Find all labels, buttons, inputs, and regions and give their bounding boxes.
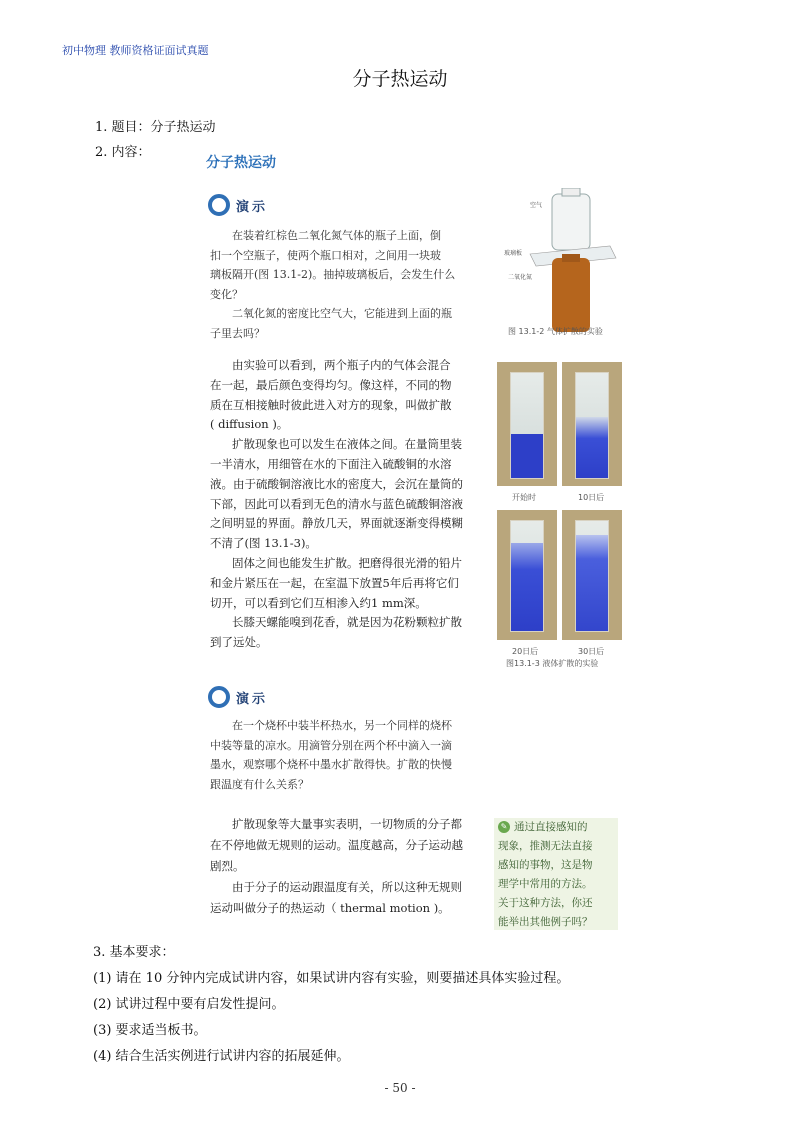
document-header: 初中物理 教师资格证面试真题 bbox=[62, 44, 209, 57]
photo-10-days bbox=[562, 362, 622, 486]
demo-label: 演示 bbox=[236, 199, 269, 215]
figure-caption-13-1-3: 图13.1-3 液体扩散的实验 bbox=[506, 659, 599, 668]
content-line: 2. 内容： bbox=[95, 145, 151, 160]
side-note: ✎ 通过直接感知的 现象，推测无法直接 感知的事物，这是物 理学中常用的方法。 关于这种方法，你还 能举出其他例子吗？ bbox=[494, 818, 618, 930]
photo-20-days bbox=[497, 510, 557, 640]
textbook-excerpt: 分子热运动 演示 在装着红棕色二氧化氮气体的瓶子上面，倒 扣一个空瓶子，使两个瓶口相对，之间用一块玻 璃板隔开(图 13.1-2)。抽掉玻璃板后，会发生什么 变化？ 二氧化氮的密度比空气大，它能进到上面的瓶 子里去吗？ 空气 玻璃板 二氧化氮 图 13.1-2 气体扩散的实验 由实验可以看到，两个瓶子内的气体会混合 在一起，最后颜色变得均匀。像这样，不同的物 质在互相接触时彼此进入对方的现象，叫做扩散 ( diffusion )。 扩散现象也可以发生在液体之间。在量筒里装 一半清水，用细管在水的下面注入硫酸铜的水溶 液。由于硫酸铜溶液比水的密度大，会沉在量筒的 下部，因此可以看到无色的清水与蓝色硫酸铜溶液 之间明显的界面。静放几天，界面就逐渐变得模糊 不清了(图 13.1-3)。 固体之间也能发生扩散。把磨得很光滑的铅片 和金片紧压在一起，在室温下放置5年后再将它们 切开，可以看到它们互相渗入约1 mm深。 长膝天螺能嗅到花香，就是因为花粉颗粒扩散 到了远处。 开始时 10日后 20日后 30日后 图13.1-3 液体扩散的实验 演示 在一个烧杯中装半杯热水，另一个同样的烧杯 中装等量的凉水。用滴管分别在两个杯中滴入一滴 墨水，观察哪个烧杯中墨水扩散得快。扩散的快慢 跟温度有什么关系？ 扩散现象等大量事实表明，一切物质的分子都 在不停地做无规则的运动。温度越高，分子运动越 剧烈。 由于分子的运动跟温度有关，所以这种无规则 运动叫做分子的热运动（ thermal motion )。 ✎ 通过直接感知的 现象，推测无法直接 感知的事物，这是物 理学中常用的方法。 关于这种方法，你还 能举出其他例子吗？ bbox=[200, 150, 630, 934]
demo-icon bbox=[208, 686, 230, 708]
demo-heading-2 bbox=[208, 686, 268, 708]
figure-caption-13-1-2: 图 13.1-2 气体扩散的实验 bbox=[508, 327, 603, 336]
gas-diffusion-figure bbox=[500, 188, 620, 346]
leaf-icon: ✎ bbox=[498, 821, 510, 833]
demo2-text: 在一个烧杯中装半杯热水，另一个同样的烧杯 中装等量的凉水。用滴管分别在两个杯中滴入一滴 墨水，观察哪个烧杯中墨水扩散得快。扩散的快慢 跟温度有什么关系？ bbox=[210, 719, 452, 791]
photo-30-days bbox=[562, 510, 622, 640]
requirements-heading: 3. 基本要求： bbox=[93, 945, 175, 960]
demo1-text: 在装着红棕色二氧化氮气体的瓶子上面，倒 扣一个空瓶子，使两个瓶口相对，之间用一块玻 璃板隔开(图 13.1-2)。抽掉玻璃板后，会发生什么 变化？ 二氧化氮的密度比空气大，它能进到上面的瓶 子里去吗？ bbox=[210, 229, 456, 340]
photo-start bbox=[497, 362, 557, 486]
page-number: - 50 - bbox=[384, 1081, 416, 1095]
requirement-item: (2) 试讲过程中要有启发性提问。 bbox=[93, 997, 285, 1012]
demo-heading-1 bbox=[208, 194, 268, 216]
topic-line: 1. 题目：分子热运动 bbox=[95, 120, 216, 135]
demo-label: 演示 bbox=[236, 691, 269, 707]
requirement-item: (3) 要求适当板书。 bbox=[93, 1023, 207, 1038]
diffusion-text: 由实验可以看到，两个瓶子内的气体会混合 在一起，最后颜色变得均匀。像这样，不同的物 质在互相接触时彼此进入对方的现象，叫做扩散 ( diffusion )。 扩散现象也可以发生在液体之间。在量筒里装 一半清水，用细管在水的下面注入硫酸铜的水溶 液。由于硫酸铜溶液比水的密度大，会沉在量筒的 下部，因此可以看到无色的清水与蓝色硫酸铜溶液 之间明显的界面。静放几天，界面就逐渐变得模糊 不清了(图 13.1-3)。 固体之间也能发生扩散。把磨得很光滑的铅片 和金片紧压在一起，在室温下放置5年后再将它们 切开，可以看到它们互相渗入约1 mm深。 长膝天螺能嗅到花香，就是因为花粉颗粒扩散 到了远处。 bbox=[210, 358, 463, 650]
textbook-section-title: 分子热运动 bbox=[206, 155, 276, 171]
thermal-motion-text: 扩散现象等大量事实表明，一切物质的分子都 在不停地做无规则的运动。温度越高，分子运动越 剧烈。 由于分子的运动跟温度有关，所以这种无规则 运动叫做分子的热运动（ thermal motion )。 bbox=[210, 817, 463, 915]
demo-icon bbox=[208, 194, 230, 216]
requirement-item: (1) 请在 10 分钟内完成试讲内容，如果试讲内容有实验，则要描述具体实验过程。 bbox=[93, 971, 570, 986]
requirement-item: (4) 结合生活实例进行试讲内容的拓展延伸。 bbox=[93, 1049, 350, 1064]
page-title: 分子热运动 bbox=[352, 68, 448, 90]
